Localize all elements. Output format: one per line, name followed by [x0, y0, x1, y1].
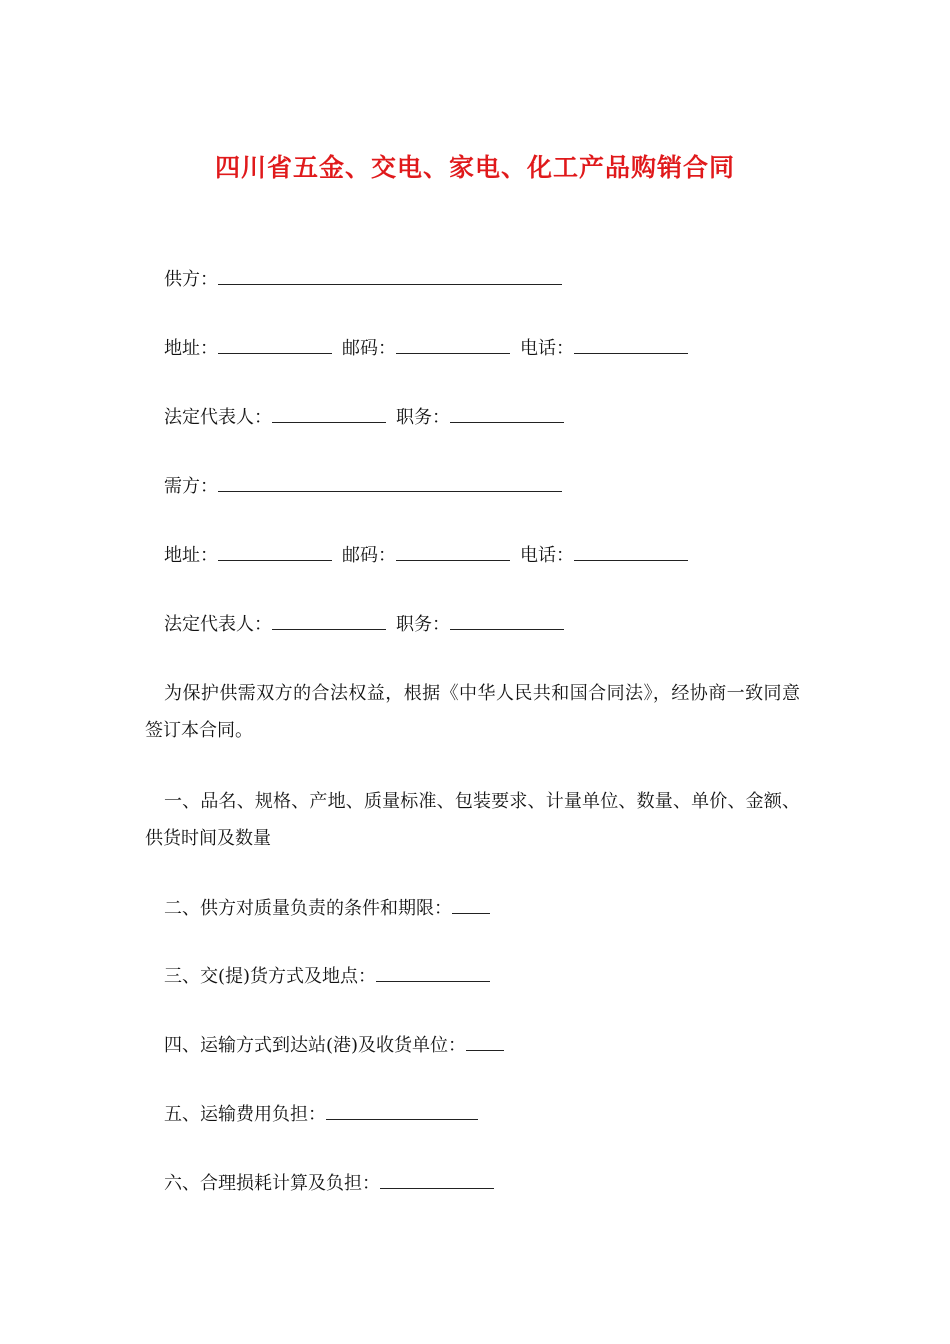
clause-4: 四、运输方式到达站(港)及收货单位： — [164, 1035, 467, 1056]
supplier-phone-field[interactable] — [574, 335, 688, 354]
supplier-rep-label: 法定代表人： — [164, 407, 272, 428]
supplier-position-label: 职务： — [396, 407, 450, 428]
clause-2: 二、供方对质量负责的条件和期限： — [164, 898, 452, 919]
buyer-position-label: 职务： — [396, 614, 450, 635]
preamble-paragraph: 为保护供需双方的合法权益，根据《中华人民共和国合同法》，经协商一致同意签订本合同。 — [145, 683, 800, 741]
clause-5-field[interactable] — [326, 1101, 478, 1120]
buyer-address-field[interactable] — [218, 542, 332, 561]
buyer-postcode-field[interactable] — [396, 542, 510, 561]
clause-2-field[interactable] — [452, 895, 490, 914]
clause-6-field[interactable] — [380, 1170, 494, 1189]
clause-3-line — [164, 963, 490, 990]
buyer-phone-field[interactable] — [574, 542, 688, 561]
buyer-rep-line — [164, 611, 564, 638]
buyer-label: 需方： — [164, 476, 218, 497]
supplier-rep-line — [164, 404, 564, 431]
clause-3-field[interactable] — [376, 963, 490, 982]
buyer-line — [164, 473, 562, 500]
supplier-rep-field[interactable] — [272, 404, 386, 423]
clause-1: 一、品名、规格、产地、质量标准、包装要求、计量单位、数量、单价、金额、供货时间及数量 — [145, 791, 800, 849]
supplier-postcode-label: 邮码： — [342, 338, 396, 359]
supplier-position-field[interactable] — [450, 404, 564, 423]
clause-3: 三、交(提)货方式及地点： — [164, 966, 377, 987]
supplier-line — [164, 266, 562, 293]
clause-4-field[interactable] — [466, 1032, 504, 1051]
supplier-name-field[interactable] — [218, 266, 562, 285]
clause-2-line — [164, 895, 490, 922]
buyer-address-label: 地址： — [164, 545, 218, 566]
buyer-contact-line — [164, 542, 688, 569]
supplier-contact-line — [164, 335, 688, 362]
buyer-rep-label: 法定代表人： — [164, 614, 272, 635]
supplier-address-label: 地址： — [164, 338, 218, 359]
buyer-name-field[interactable] — [218, 473, 562, 492]
supplier-postcode-field[interactable] — [396, 335, 510, 354]
clause-5-line — [164, 1101, 478, 1128]
buyer-rep-field[interactable] — [272, 611, 386, 630]
document-title: 四川省五金、交电、家电、化工产品购销合同 — [214, 153, 735, 182]
clause-4-line — [164, 1032, 504, 1059]
clause-6-line — [164, 1170, 494, 1197]
supplier-phone-label: 电话： — [520, 338, 574, 359]
clause-5: 五、运输费用负担： — [164, 1104, 326, 1125]
buyer-position-field[interactable] — [450, 611, 564, 630]
buyer-phone-label: 电话： — [520, 545, 574, 566]
supplier-label: 供方： — [164, 269, 218, 290]
buyer-postcode-label: 邮码： — [342, 545, 396, 566]
supplier-address-field[interactable] — [218, 335, 332, 354]
clause-6: 六、合理损耗计算及负担： — [164, 1173, 380, 1194]
